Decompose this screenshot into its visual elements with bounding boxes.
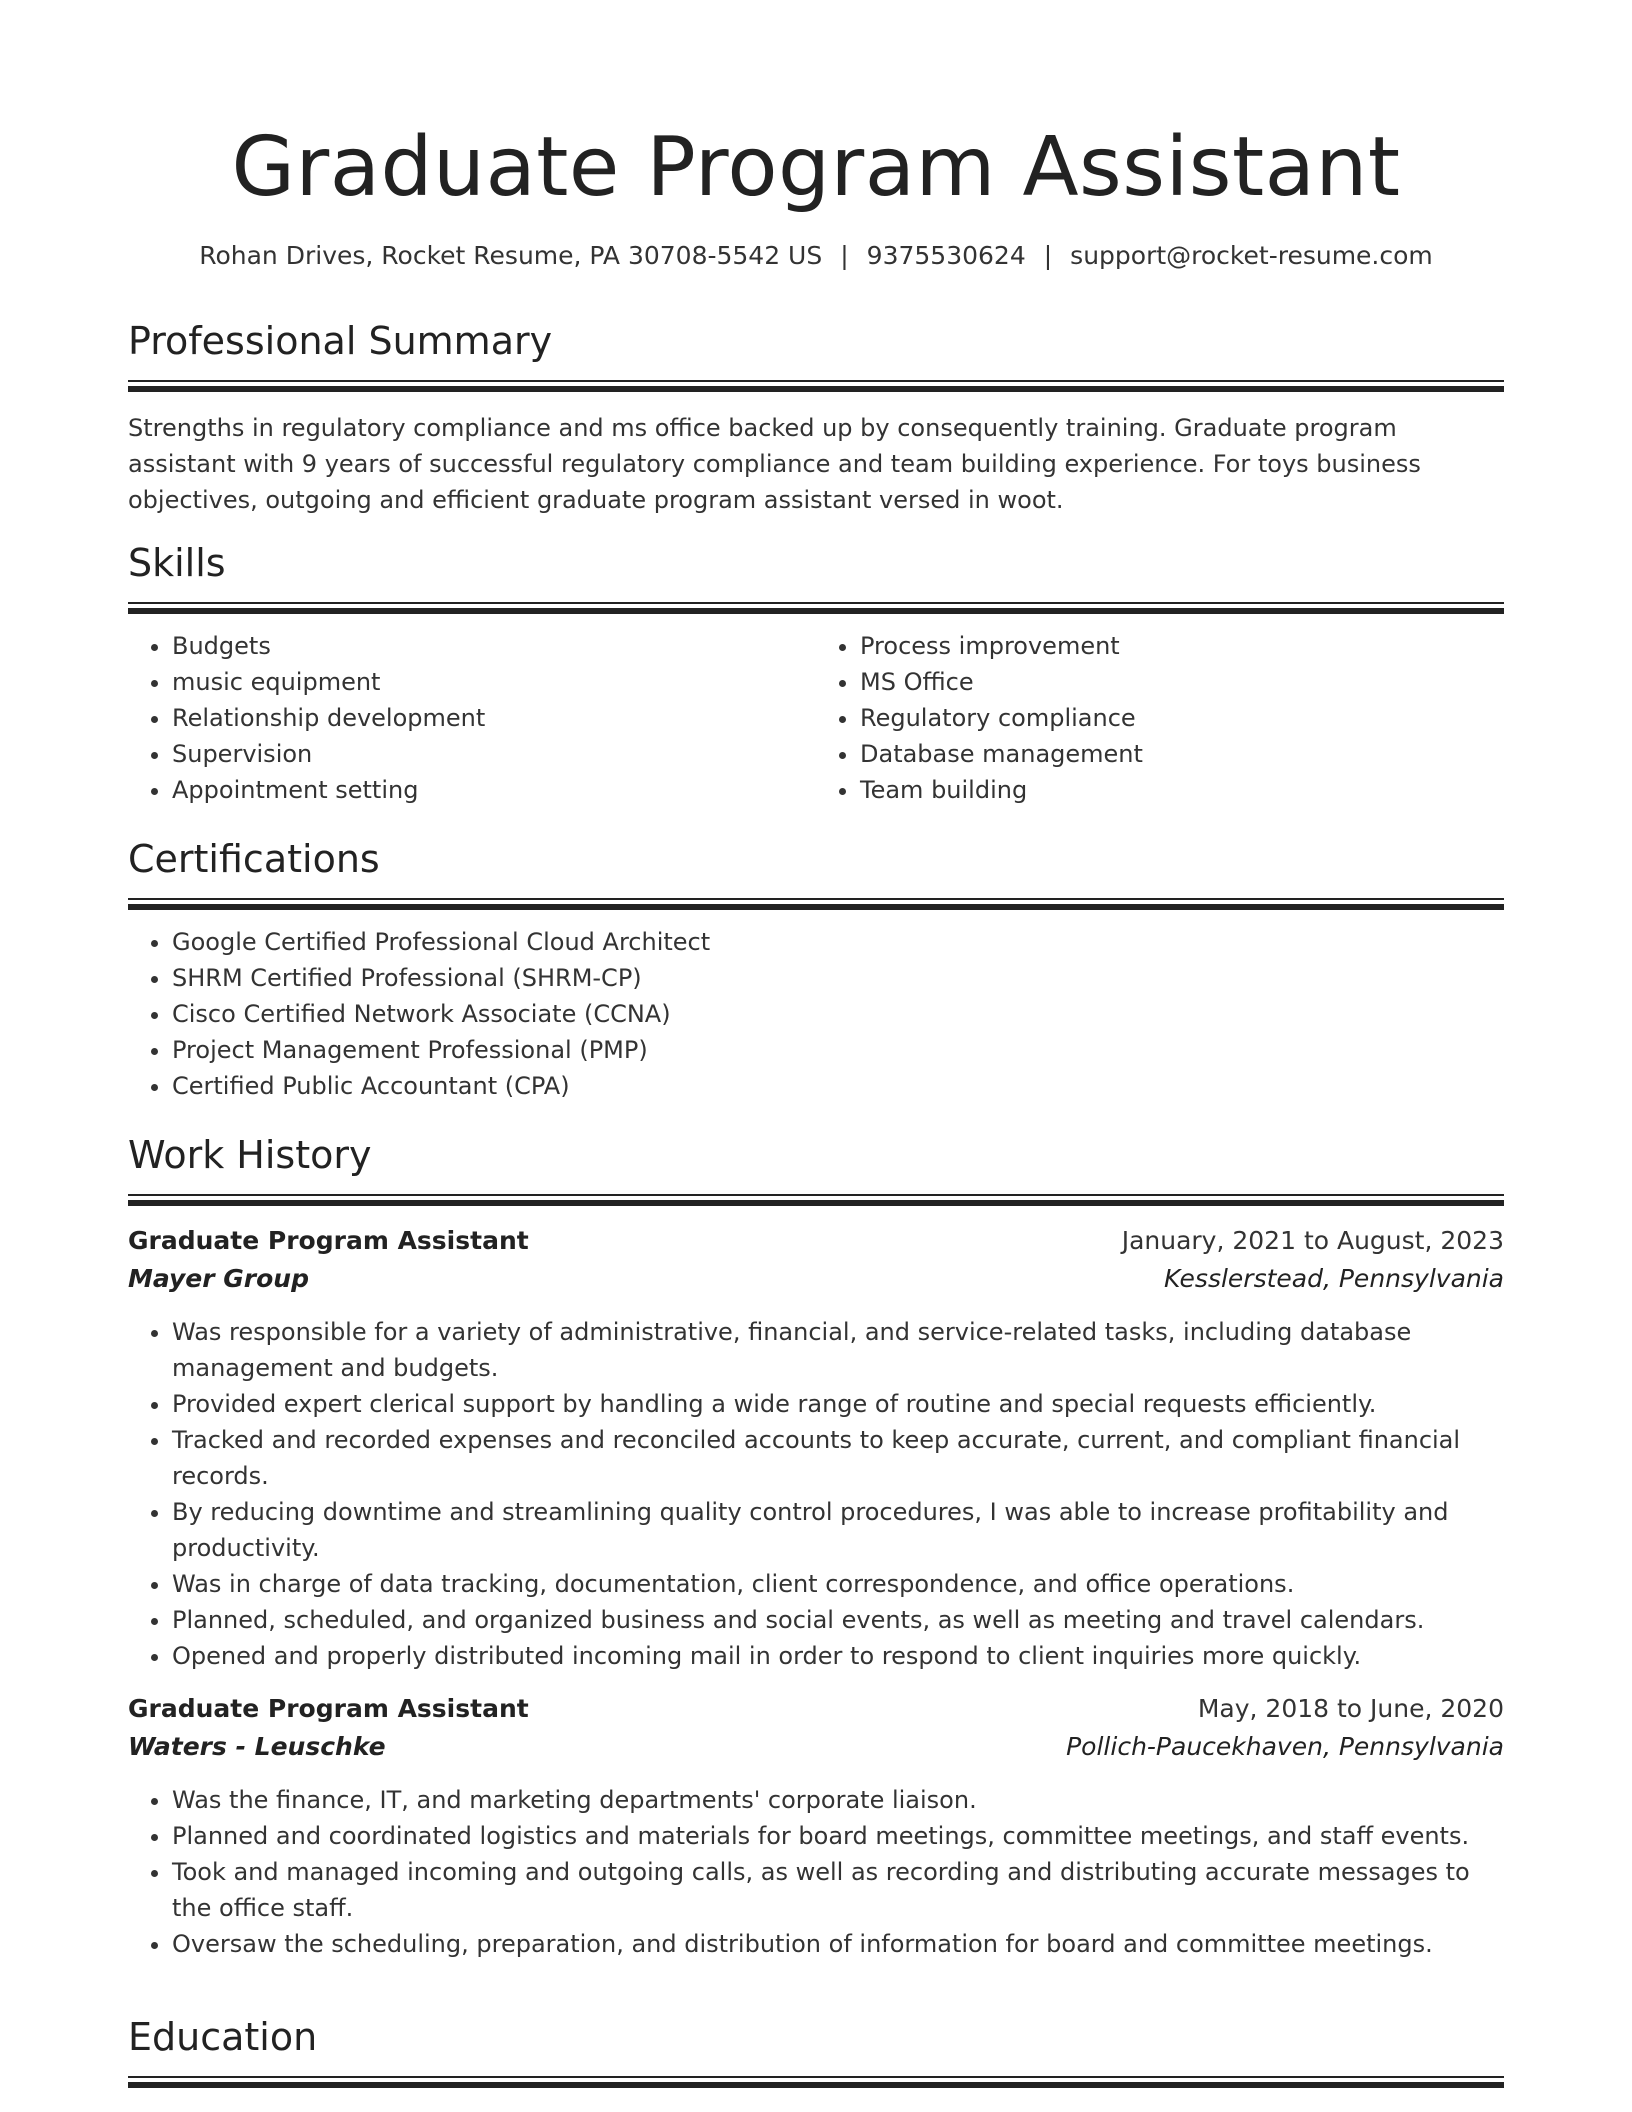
job-entry: [128, 1690, 1504, 1962]
skills-columns: [128, 628, 1504, 808]
section-heading-certifications: Certifications: [128, 837, 380, 881]
contact-phone: 9375530624: [866, 241, 1026, 270]
contact-address: Rohan Drives, Rocket Resume, PA 30708-5542 US: [199, 241, 823, 270]
section-divider: [128, 380, 1504, 392]
certifications-section: [128, 834, 1504, 1104]
certification-item: • Certified Public Accountant (CPA): [172, 1068, 1504, 1104]
job-location: Kesslerstead, Pennsylvania: [1164, 1264, 1504, 1293]
section-divider: [128, 2076, 1504, 2088]
job-header: [128, 1690, 1504, 1728]
section-heading-work-history: Work History: [128, 1133, 372, 1177]
section-heading-skills: Skills: [128, 541, 226, 585]
job-dates: May, 2018 to June, 2020: [1197, 1694, 1504, 1723]
skill-item: • Budgets: [172, 628, 816, 664]
resume-name: Graduate Program Assistant: [231, 120, 1401, 215]
job-subheader: [128, 1260, 1504, 1298]
job-bullet: • Opened and properly distributed incoming mail in order to respond to client inquiries more quickly.: [172, 1638, 1504, 1674]
section-heading-education: Education: [128, 2015, 318, 2059]
job-dates: January, 2021 to August, 2023: [1121, 1226, 1504, 1255]
skills-right-list: [816, 628, 1504, 808]
section-divider: [128, 1194, 1504, 1206]
education-section: [128, 2012, 1504, 2088]
skill-item: • Appointment setting: [172, 772, 816, 808]
job-header: [128, 1222, 1504, 1260]
job-bullet: • Planned and coordinated logistics and materials for board meetings, committee meetings, and staff events.: [172, 1818, 1504, 1854]
skill-item: • music equipment: [172, 664, 816, 700]
skill-item: • Process improvement: [860, 628, 1504, 664]
job-company: Waters - Leuschke: [128, 1732, 386, 1761]
job-bullet: • By reducing downtime and streamlining quality control procedures, I was able to increase profitability and productivity.: [172, 1494, 1504, 1566]
job-title: Graduate Program Assistant: [128, 1694, 529, 1723]
job-bullet: • Oversaw the scheduling, preparation, and distribution of information for board and committee meetings.: [172, 1926, 1504, 1962]
certification-item: • SHRM Certified Professional (SHRM-CP): [172, 960, 1504, 996]
job-bullet: • Was the finance, IT, and marketing departments' corporate liaison.: [172, 1782, 1504, 1818]
job-bullets: [128, 1782, 1504, 1962]
skill-item: • Regulatory compliance: [860, 700, 1504, 736]
section-divider: [128, 602, 1504, 614]
contact-line: [0, 238, 1632, 274]
job-bullets: [128, 1314, 1504, 1674]
contact-separator: |: [840, 241, 849, 270]
job-bullet: • Provided expert clerical support by handling a wide range of routine and special requests efficiently.: [172, 1386, 1504, 1422]
skill-item: • Database management: [860, 736, 1504, 772]
section-divider: [128, 898, 1504, 910]
summary-section: [128, 316, 1504, 518]
certification-item: • Project Management Professional (PMP): [172, 1032, 1504, 1068]
certification-item: • Google Certified Professional Cloud Architect: [172, 924, 1504, 960]
job-bullet: • Tracked and recorded expenses and reconciled accounts to keep accurate, current, and compliant financial records.: [172, 1422, 1504, 1494]
job-company: Mayer Group: [128, 1264, 309, 1293]
skill-item: • MS Office: [860, 664, 1504, 700]
contact-email: support@rocket-resume.com: [1070, 241, 1433, 270]
job-bullet: • Was in charge of data tracking, documentation, client correspondence, and office operations.: [172, 1566, 1504, 1602]
section-heading-summary: Professional Summary: [128, 319, 553, 363]
job-subheader: [128, 1728, 1504, 1766]
work-history-section: [128, 1130, 1504, 1962]
skills-left-list: [128, 628, 816, 808]
skill-item: • Team building: [860, 772, 1504, 808]
skills-section: [128, 538, 1504, 808]
job-entry: [128, 1222, 1504, 1674]
summary-text: Strengths in regulatory compliance and ms office backed up by consequently training. Graduate program assistant with 9 years of successful regulatory compliance and team building experience. For toys business objectives, outgoing and efficient graduate program assistant versed in woot.: [128, 414, 1421, 514]
job-location: Pollich-Paucekhaven, Pennsylvania: [1066, 1732, 1504, 1761]
job-bullet: • Was responsible for a variety of administrative, financial, and service-related tasks, including database management and budgets.: [172, 1314, 1504, 1386]
certification-item: • Cisco Certified Network Associate (CCNA): [172, 996, 1504, 1032]
job-bullet: • Planned, scheduled, and organized business and social events, as well as meeting and travel calendars.: [172, 1602, 1504, 1638]
job-title: Graduate Program Assistant: [128, 1226, 529, 1255]
contact-separator: |: [1043, 241, 1053, 270]
job-bullet: • Took and managed incoming and outgoing calls, as well as recording and distributing accurate messages to the office staff.: [172, 1854, 1504, 1926]
skill-item: • Supervision: [172, 736, 816, 772]
skill-item: • Relationship development: [172, 700, 816, 736]
certifications-list: [128, 924, 1504, 1104]
